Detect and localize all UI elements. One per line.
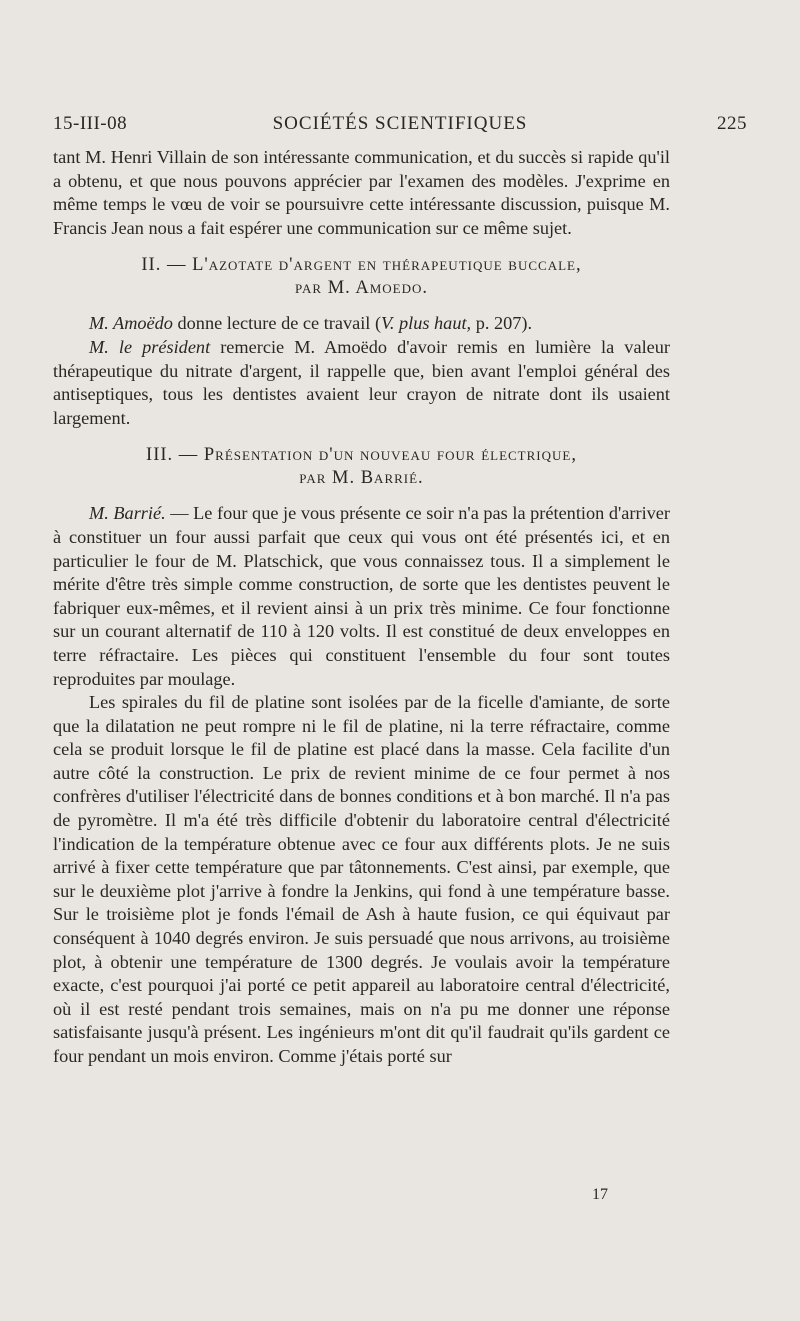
reference-italic: V. plus haut,: [381, 313, 472, 334]
running-header: [53, 113, 747, 139]
paragraph-text: — Le four que je vous présente ce soir n'a pas la prétention d'arriver à constituer un four aussi parfait que ceux qui vous ont été présentés ici, et en particulier le four de M. Platschick, que vous connaissez tous. Il a simplement le mérite d'être très simple comme construction, de sorte que les dentistes peuvent le fabriquer eux-mêmes, et il revient ainsi à un prix très minime. Ce four fonctionne sur un courant alternatif de 110 à 120 volts. Il est constitué de deux enveloppes en terre réfractaire. Les pièces qui constituent l'ensemble du four sont toutes reproduites par moulage.: [53, 503, 670, 689]
header-title: SOCIÉTÉS SCIENTIFIQUES: [272, 113, 528, 134]
section-heading-3: [53, 444, 670, 490]
section-title: L'azotate d'argent en thérapeutique buccale,: [192, 255, 582, 276]
document-body: [53, 146, 670, 1069]
paragraph-text: donne lecture de ce travail (: [172, 313, 382, 334]
paragraph-spirales: Les spirales du fil de platine sont isolées par de la ficelle d'amiante, de sorte que la dilatation ne peut rompre ni le fil de platine, ni la terre réfractaire, comme cela se produit lorsque le fil de platine est placé dans la masse. Cela facilite d'un autre côté la construction. Le prix de revient minime de ce four permet à nos confrères d'utiliser l'électricité dans de bonnes conditions et à bon marché. Il n'a pas de pyromètre. Il m'a été très difficile d'obtenir du laboratoire central d'électricité l'indication de la température obtenue avec ce four aux différents plots. Je ne suis arrivé à fixer cette température que par tâtonnements. C'est ainsi, par exemple, que sur le deuxième plot j'arrive à fondre la Jenkins, qui fond à une température basse. Sur le troisième plot je fonds l'émail de Ash à haute fusion, ce qui équivaut par conséquent à 1040 degrés environ. Je suis persuadé que nous arrivons, au troisième plot, à obtenir une température de 1300 degrés. Je voulais avoir la température exacte, c'est pourquoi j'ai porté ce petit appareil au laboratoire central d'électricité, où il est resté pendant trois semaines, mais on n'a pu me donner une réponse satisfaisante jusqu'à présent. Les ingénieurs m'ont dit qu'il faudrait qu'ils gardent ce four pendant un mois environ. Comme j'étais porté sur: [53, 692, 670, 1066]
speaker-name: M. Amoëdo: [89, 313, 173, 334]
section-title: Présentation d'un nouveau four électrique,: [203, 445, 577, 466]
header-date: 15-III-08: [53, 113, 128, 134]
speaker-name: M. Barrié.: [89, 503, 166, 524]
paragraph-president: [53, 336, 670, 430]
paragraph-text: p. 207).: [471, 313, 533, 334]
paragraph-text: remercie M. Amoëdo d'avoir remis en lumière la valeur thérapeutique du nitrate d'argent, il rappelle que, bien avant l'emploi général des antiseptiques, tous les dentistes avaient leur crayon de nitrate dont ils usaient largement.: [53, 336, 670, 428]
section-heading-2: [53, 254, 670, 300]
section-number: II. —: [141, 255, 187, 276]
signature-mark: 17: [592, 1186, 608, 1203]
paragraph-continuation: tant M. Henri Villain de son intéressante communication, et du succès si rapide qu'il a obtenu, et que nous pouvons apprécier par l'examen des modèles. J'exprime en même temps le vœu de voir se poursuivre cette intéressante discussion, puisque M. Francis Jean nous a fait espérer une communication sur ce même sujet.: [53, 147, 670, 238]
section-author: par M. Amoedo.: [294, 278, 429, 299]
speaker-name: M. le président: [89, 336, 211, 357]
header-page-number: 225: [717, 113, 747, 134]
section-number: III. —: [146, 445, 199, 466]
paragraph-amoedo: [53, 312, 670, 336]
section-author: par M. Barrié.: [299, 468, 424, 489]
paragraph-barrie: [53, 502, 670, 691]
